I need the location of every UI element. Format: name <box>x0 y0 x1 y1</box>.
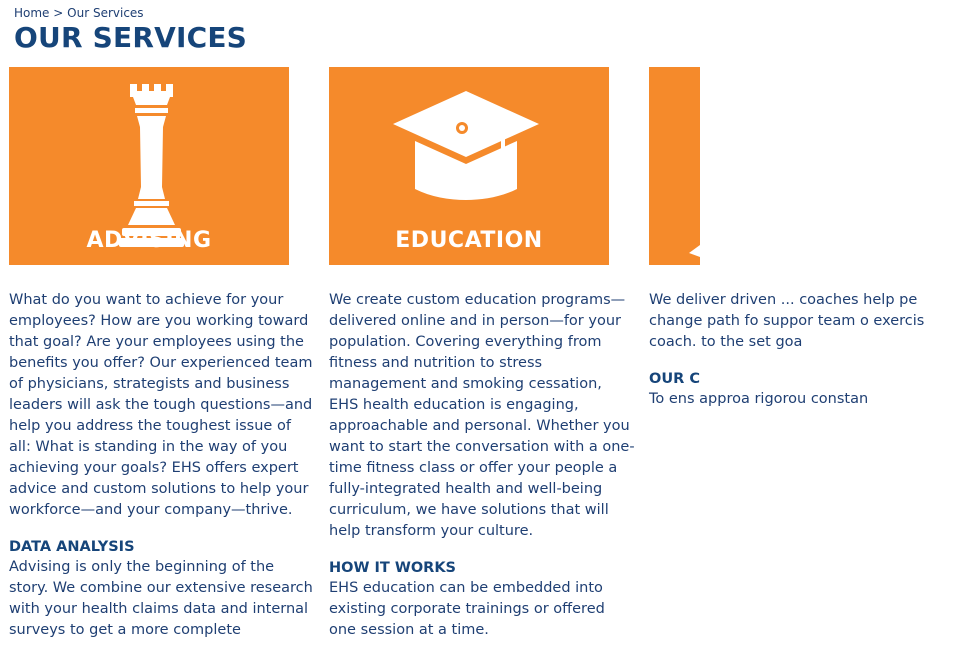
partial-icon <box>649 67 700 265</box>
service-column-education <box>329 67 635 641</box>
subtext-data-analysis: Advising is only the beginning of the story. We combine our extensive research with your health claims data and internal surveys to get a more complete <box>9 559 313 638</box>
service-column-advising <box>9 67 315 641</box>
breadcrumb-current: Our Services <box>67 6 144 20</box>
service-tile-education[interactable] <box>329 67 609 265</box>
service-description-education: We create custom education programs—delivered online and in person—for your population. Covering everything from fitness and nutrition to stress management and smoking cessation, EHS health education is engaging, approachable and personal. Whether you want to start the conversation with a one-time fitness class or offer your people a fully-integrated health and well-being curriculum, we have solutions that will help transform your culture. <box>329 292 635 539</box>
page-title: OUR SERVICES <box>14 21 248 54</box>
service-label-education: EDUCATION <box>395 228 543 253</box>
service-description-third: We deliver driven ... coaches help pe change path fo suppor team o exercis coach. to the set goa <box>649 292 925 350</box>
breadcrumb <box>14 6 144 20</box>
subtext-how-it-works: EHS education can be embedded into existing corporate trainings or offered one session at a time. <box>329 580 605 638</box>
subheading-data-analysis: DATA ANALYSIS <box>9 539 135 555</box>
service-tile-third[interactable] <box>649 67 700 265</box>
service-tile-advising[interactable] <box>9 67 289 265</box>
subheading-third: OUR C <box>649 371 700 387</box>
breadcrumb-separator: > <box>53 6 64 20</box>
subheading-how-it-works: HOW IT WORKS <box>329 560 457 576</box>
subtext-third: To ens approa rigorou constan <box>649 391 869 407</box>
service-label-advising: ADVISING <box>86 228 212 253</box>
service-description-advising: What do you want to achieve for your employees? How are you working toward that goal? Are your employees using the benefits you offer? Our experienced team of physicians, strategists and business leaders will ask the tough questions—and help you address the toughest issue of all: What is standing in the way of you achieving your goals? EHS offers expert advice and custom solutions to help your workforce—and your company—thrive. <box>9 292 313 518</box>
breadcrumb-home-link[interactable]: Home <box>14 6 50 20</box>
service-column-third <box>649 67 925 410</box>
